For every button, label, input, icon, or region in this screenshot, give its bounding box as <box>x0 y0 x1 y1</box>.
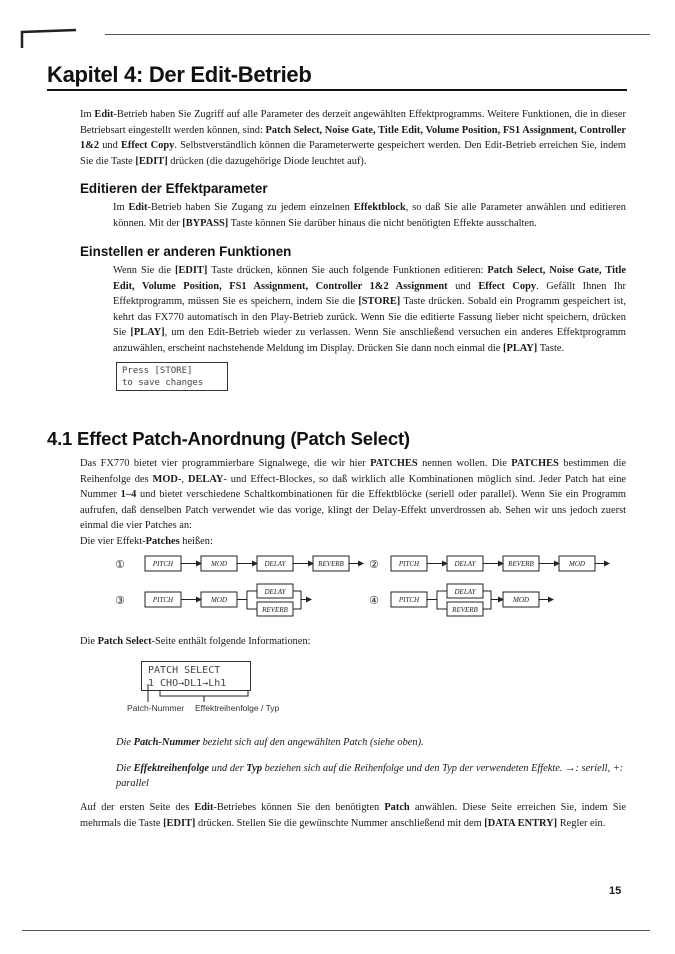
note-patch-number: Die Patch-Nummer bezieht sich auf den angewählten Patch (siehe oben). <box>116 737 424 748</box>
patch3-label-4: REVERB <box>262 606 288 614</box>
heading-other-functions: Einstellen er anderen Funktionen <box>80 244 292 259</box>
intro-paragraph: Im Edit-Betrieb haben Sie Zugriff auf alle Parameter des derzeit angewählten Effektprogramms. Weitere Funktionen, die in dieser Betriebsart eingestellt werden können, sind: Patch Select, Noise Gate, Title Edit, Volume Position, FS1 Assignment, Controller 1&2 und Effect Copy. Selbstverständlich können die Parameterwerte gespeichert werden. Den Edit-Betrieb erreichen Sie, indem Sie die Taste [EDIT] drücken (die dazugehörige Diode leuchtet auf). <box>80 109 627 167</box>
patch3-label-1: PITCH <box>152 596 174 604</box>
patch2-label-2: DELAY <box>454 560 476 568</box>
patch4-label-2: DELAY <box>454 588 476 596</box>
lcd-line-1: Press [STORE] <box>122 366 193 376</box>
patch-intro-paragraph: Das FX770 bietet vier programmierbare Signalwege, die wir hier PATCHES nennen wollen. Die PATCHES bestimmen die Reihenfolge des MOD-, DELAY- und Effect-Blockes, so daß wirklich alle Kombinationen möglich sind. Jeder Patch hat eine Nummer 1–4 und bietet verschiedene Schaltkombinationen für die Effektblöcke (seriell oder parallel). Wenn Sie ein Programm aufrufen, daß denselben Patch verwendet wie das vorige, klingt der Delay-Effekt unverdrossen ab. Sehen wir uns jedoch zuerst einmal die vier Patches an: Die vier Effekt-Patches heißen: <box>80 458 627 547</box>
patch4-label-1: PITCH <box>398 596 420 604</box>
lcd-line-2: 1 CHO→DL1→Lh1 <box>148 678 227 689</box>
patch2-number: ② <box>369 558 379 571</box>
patch-diagrams <box>95 548 615 624</box>
lcd-line-2: to save changes <box>122 378 204 388</box>
patch3-label-3: DELAY <box>264 588 286 596</box>
closing-paragraph: Auf der ersten Seite des Edit-Betriebes können Sie den benötigten Patch anwählen. Diese Seite erreichen Sie, indem Sie mehrmals die Taste [EDIT] drücken. Stellen Sie die gewünschte Nummer anschließend mit dem [DATA ENTRY] Regler ein. <box>80 802 626 829</box>
patch1-label-3: DELAY <box>264 560 286 568</box>
patch1-label-1: PITCH <box>152 560 174 568</box>
patch4-label-4: MOD <box>513 596 529 604</box>
patch1-number: ① <box>115 558 125 571</box>
chapter-rule <box>47 89 627 91</box>
heading-edit-params: Editieren der Effektparameter <box>80 181 268 196</box>
patch2-label-4: MOD <box>569 560 585 568</box>
edit-params-paragraph: Im Edit-Betrieb haben Sie Zugang zu jedem einzelnen Effektblock, so daß Sie alle Parameter anwählen und editieren können. Mit der [BYPASS] Taste können Sie darüber hinaus die nicht benötigten Effekte ausschalten. <box>113 202 626 229</box>
top-rule <box>105 34 650 35</box>
legend-patch-number: Patch-Nummer <box>127 703 185 713</box>
patch4-label-3: REVERB <box>452 606 478 614</box>
patch3-label-2: MOD <box>211 596 227 604</box>
patch3-number: ③ <box>115 594 125 607</box>
patch-select-intro: Die Patch Select-Seite enthält folgende Informationen: <box>80 636 311 647</box>
heading-section-4-1: 4.1 Effect Patch-Anordnung (Patch Select) <box>47 428 410 449</box>
page-number: 15 <box>609 885 622 897</box>
patch2-label-1: PITCH <box>398 560 420 568</box>
lcd-display-store <box>116 362 228 391</box>
legend-effect-sequence: Effektreihenfolge / Typ <box>195 703 280 713</box>
lcd-line-1: PATCH SELECT <box>148 665 221 676</box>
corner-mark-icon <box>20 28 78 50</box>
chapter-title: Kapitel 4: Der Edit-Betrieb <box>47 62 312 87</box>
patch1-label-2: MOD <box>211 560 227 568</box>
patch2-label-3: REVERB <box>508 560 534 568</box>
patch4-number: ④ <box>369 594 379 607</box>
other-functions-paragraph: Wenn Sie die [EDIT] Taste drücken, können Sie auch folgende Funktionen editieren: Patch Select, Noise Gate, Title Edit, Volume Position, FS1 Assignment, Controller 1&2 Assignment und Effect Copy. Gefällt Ihnen Ihr Effektprogramm, müssen Sie es speichern, indem Sie die [STORE] Taste drücken. Sobald ein Programm gespeichert ist, kehrt das FX770 automatisch in den Play-Betrieb zurück. Wenn Sie die editierte Fassung lieber nicht speichern, drücken Sie [PLAY], um den Edit-Betrieb wieder zu verlassen. Wenn Sie anschließend versuchen ein anderes Effektprogramm anzuwählen, erscheint nachstehende Meldung im Display. Drücken Sie dann noch einmal die [PLAY] Taste. <box>113 265 627 354</box>
bottom-rule <box>22 930 650 931</box>
patch1-label-4: REVERB <box>318 560 344 568</box>
note-effect-sequence: Die Effektreihenfolge und der Typ beziehen sich auf die Reihenfolge und den Typ der verwendeten Effekte. →: seriell, +: parallel <box>116 763 624 789</box>
